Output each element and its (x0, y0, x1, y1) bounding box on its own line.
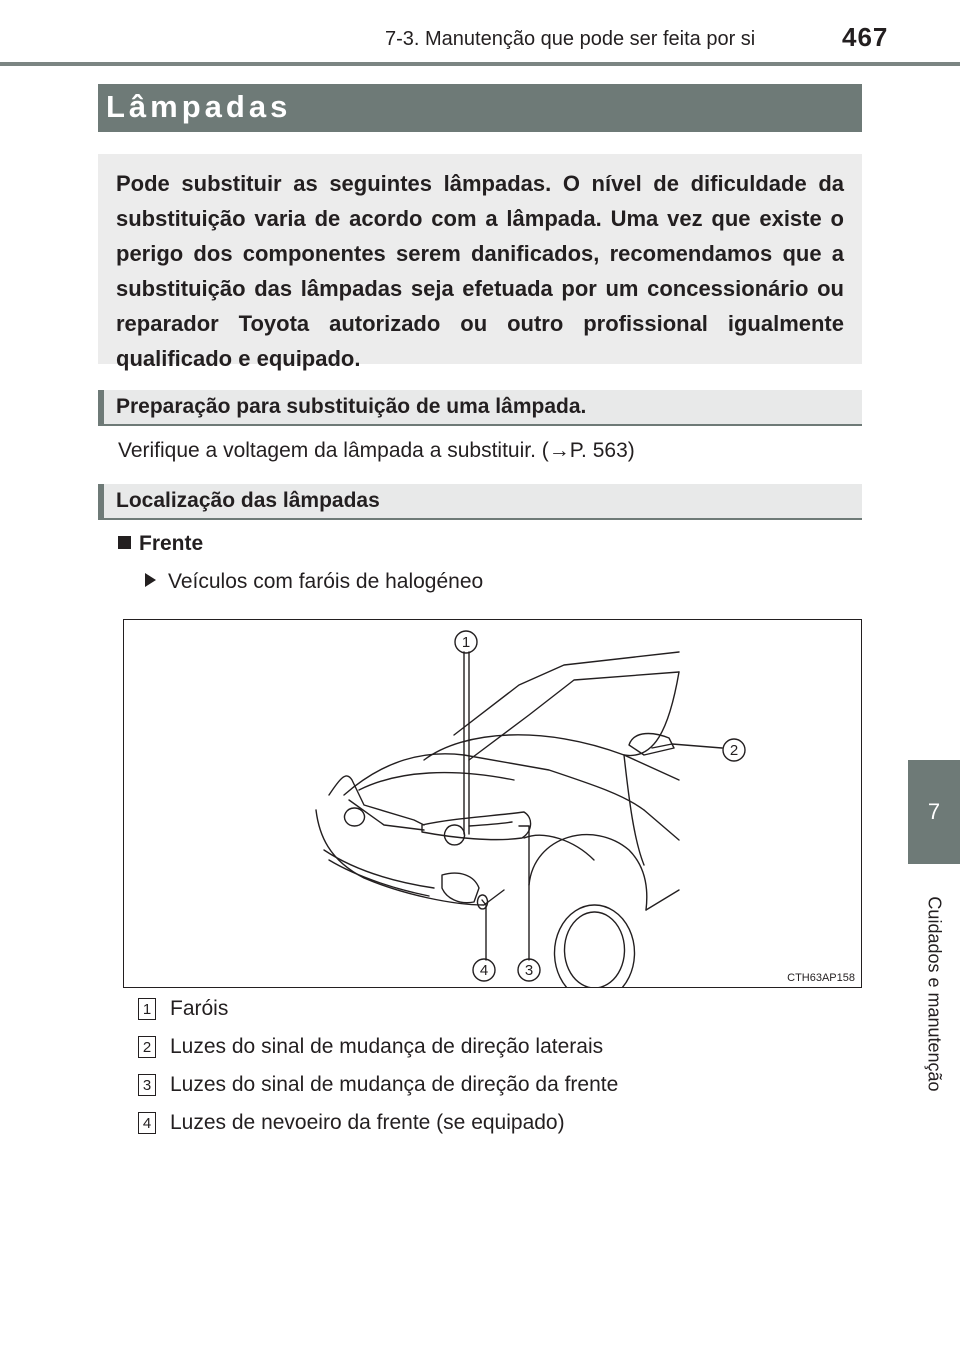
car-grille-upper (349, 800, 424, 830)
square-bullet-icon (118, 536, 131, 549)
subheading-location (98, 484, 862, 520)
header-rule (0, 62, 960, 66)
variant-text: Veículos com faróis de halogéneo (168, 570, 484, 593)
car-side-line (644, 810, 679, 840)
car-windshield-top (469, 672, 679, 760)
legend-number: 3 (138, 1074, 156, 1096)
headlamp-inner-2 (469, 822, 512, 826)
front-wheel-rim (565, 912, 625, 987)
wheel-arch (529, 835, 647, 910)
car-hood (344, 754, 644, 810)
fog-lamp-housing (442, 873, 479, 903)
legend-text: Luzes de nevoeiro da frente (se equipado) (170, 1111, 565, 1134)
front-wheel (555, 905, 635, 987)
page-title-bar (98, 84, 862, 132)
chapter-tab-label (906, 874, 960, 1114)
intro-box (98, 154, 862, 371)
car-roof (454, 652, 679, 735)
figure-code: CTH63AP158 (787, 972, 855, 984)
leader-line-3 (519, 826, 529, 960)
front-heading (118, 532, 203, 556)
legend-text: Luzes do sinal de mudança de direção laterais (170, 1035, 604, 1058)
page-number: 467 (842, 22, 889, 52)
car-hood-crease (359, 773, 514, 790)
page-title: Lâmpadas (106, 89, 292, 124)
intro-text: Pode substituir as seguintes lâmpadas. O nível de dificuldade da substituição varia de acordo com a lâmpada. Uma vez que existe o perigo dos componentes serem danificados, recomendamos que a substituição das lâmpadas seja efetuada por um concessionário ou reparador Toyota autorizado ou outro profissional igualmente qualificado e equipado. (116, 171, 844, 371)
callout-4: 4 (479, 962, 489, 979)
car-illustration (123, 619, 862, 988)
leader-line-2 (672, 744, 722, 748)
legend-number: 4 (138, 1112, 156, 1134)
running-header-section: 7-3. Manutenção que pode ser feita por si (385, 28, 756, 50)
front-heading-text: Frente (139, 532, 204, 555)
legend-text: Faróis (170, 997, 229, 1020)
car-logo (345, 808, 365, 826)
legend-item (138, 994, 228, 1024)
callout-1: 1 (461, 634, 471, 651)
subheading-location-text: Localização das lâmpadas (116, 489, 380, 512)
preparation-text: Verifique a voltagem da lâmpada a substituir. (→P. 563) (118, 439, 635, 462)
car-drawing (124, 620, 861, 987)
triangle-right-icon (145, 573, 156, 587)
front-bumper (316, 810, 504, 905)
subheading-preparation (98, 390, 862, 426)
variant-line (145, 570, 483, 594)
car-sill (646, 890, 679, 910)
callout-2: 2 (729, 742, 739, 759)
legend-number: 2 (138, 1036, 156, 1058)
legend-item (138, 1070, 618, 1100)
legend-item (138, 1032, 603, 1062)
callout-3: 3 (524, 962, 534, 979)
chapter-tab-label-text: Cuidados e manutenção (924, 896, 945, 1092)
legend-item (138, 1108, 565, 1138)
subheading-preparation-text: Preparação para substituição de uma lâmpada. (116, 395, 587, 418)
chapter-tab-number: 7 (908, 760, 960, 864)
legend-text: Luzes do sinal de mudança de direção da frente (170, 1073, 619, 1096)
headlamp-inner (445, 825, 465, 845)
mirror-signal (652, 744, 672, 748)
legend-number: 1 (138, 998, 156, 1020)
front-fender (524, 835, 594, 860)
